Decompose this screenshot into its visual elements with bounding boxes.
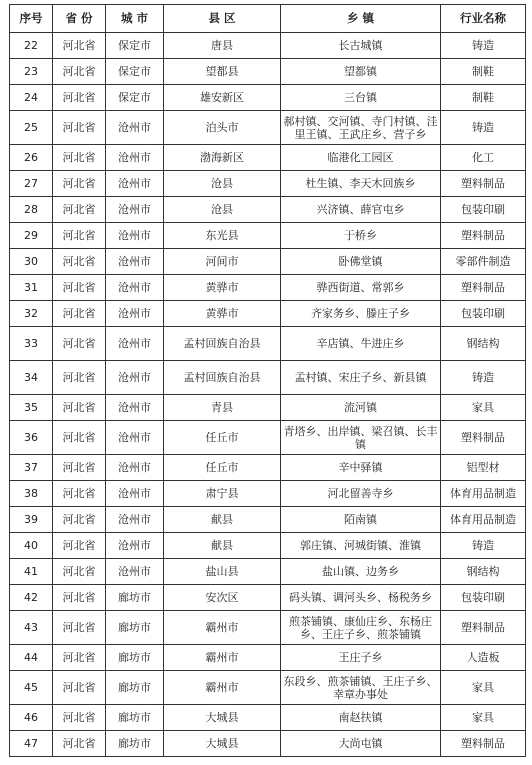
cell-industry: 包装印刷 bbox=[441, 197, 526, 223]
cell-county: 献县 bbox=[164, 533, 281, 559]
cell-industry: 塑料制品 bbox=[441, 731, 526, 757]
table-row bbox=[10, 111, 526, 145]
cell-city: 沧州市 bbox=[106, 171, 164, 197]
cell-county: 唐县 bbox=[164, 33, 281, 59]
cell-province: 河北省 bbox=[53, 731, 106, 757]
cell-industry: 铝型材 bbox=[441, 455, 526, 481]
cell-province: 河北省 bbox=[53, 481, 106, 507]
cell-county: 盐山县 bbox=[164, 559, 281, 585]
cell-city: 保定市 bbox=[106, 85, 164, 111]
cell-town: 陌南镇 bbox=[281, 507, 441, 533]
cell-no: 31 bbox=[10, 275, 53, 301]
table-row bbox=[10, 171, 526, 197]
cell-industry: 零部件制造 bbox=[441, 249, 526, 275]
cell-city: 沧州市 bbox=[106, 395, 164, 421]
cell-town: 于桥乡 bbox=[281, 223, 441, 249]
cell-province: 河北省 bbox=[53, 223, 106, 249]
table-row bbox=[10, 223, 526, 249]
cell-province: 河北省 bbox=[53, 671, 106, 705]
cell-town: 卧佛堂镇 bbox=[281, 249, 441, 275]
cell-city: 廊坊市 bbox=[106, 731, 164, 757]
table-row bbox=[10, 361, 526, 395]
cell-no: 42 bbox=[10, 585, 53, 611]
cell-city: 沧州市 bbox=[106, 301, 164, 327]
cell-industry: 铸造 bbox=[441, 111, 526, 145]
cell-no: 25 bbox=[10, 111, 53, 145]
table-row bbox=[10, 85, 526, 111]
cell-county: 孟村回族自治县 bbox=[164, 361, 281, 395]
cell-city: 沧州市 bbox=[106, 533, 164, 559]
cell-county: 沧县 bbox=[164, 197, 281, 223]
cell-county: 大城县 bbox=[164, 705, 281, 731]
cell-town: 大尚屯镇 bbox=[281, 731, 441, 757]
cell-province: 河北省 bbox=[53, 33, 106, 59]
table-row bbox=[10, 533, 526, 559]
cell-town: 临港化工园区 bbox=[281, 145, 441, 171]
cell-no: 23 bbox=[10, 59, 53, 85]
table-row bbox=[10, 731, 526, 757]
header-no: 序号 bbox=[10, 5, 53, 33]
cell-province: 河北省 bbox=[53, 111, 106, 145]
cell-county: 任丘市 bbox=[164, 421, 281, 455]
cell-industry: 塑料制品 bbox=[441, 611, 526, 645]
cell-town: 兴济镇、薛官屯乡 bbox=[281, 197, 441, 223]
cell-province: 河北省 bbox=[53, 327, 106, 361]
cell-county: 大城县 bbox=[164, 731, 281, 757]
cell-county: 黄骅市 bbox=[164, 275, 281, 301]
cell-town: 码头镇、调河头乡、杨税务乡 bbox=[281, 585, 441, 611]
cell-county: 安次区 bbox=[164, 585, 281, 611]
cell-county: 霸州市 bbox=[164, 645, 281, 671]
table-row bbox=[10, 33, 526, 59]
table-row bbox=[10, 507, 526, 533]
cell-no: 29 bbox=[10, 223, 53, 249]
cell-industry: 家具 bbox=[441, 671, 526, 705]
cell-city: 廊坊市 bbox=[106, 645, 164, 671]
table-row bbox=[10, 645, 526, 671]
cell-county: 霸州市 bbox=[164, 611, 281, 645]
cell-province: 河北省 bbox=[53, 145, 106, 171]
cell-county: 雄安新区 bbox=[164, 85, 281, 111]
cell-county: 望都县 bbox=[164, 59, 281, 85]
cell-county: 东光县 bbox=[164, 223, 281, 249]
cell-town: 望都镇 bbox=[281, 59, 441, 85]
cell-city: 沧州市 bbox=[106, 145, 164, 171]
header-city: 城 市 bbox=[106, 5, 164, 33]
cell-province: 河北省 bbox=[53, 59, 106, 85]
table-row bbox=[10, 611, 526, 645]
cell-industry: 化工 bbox=[441, 145, 526, 171]
cell-city: 沧州市 bbox=[106, 361, 164, 395]
cell-province: 河北省 bbox=[53, 533, 106, 559]
table-row bbox=[10, 585, 526, 611]
cell-industry: 体育用品制造 bbox=[441, 481, 526, 507]
cell-industry: 铸造 bbox=[441, 533, 526, 559]
cell-industry: 制鞋 bbox=[441, 85, 526, 111]
cell-town: 齐家务乡、滕庄子乡 bbox=[281, 301, 441, 327]
cell-no: 28 bbox=[10, 197, 53, 223]
cell-county: 霸州市 bbox=[164, 671, 281, 705]
cell-city: 沧州市 bbox=[106, 111, 164, 145]
cell-county: 泊头市 bbox=[164, 111, 281, 145]
cell-industry: 体育用品制造 bbox=[441, 507, 526, 533]
cell-province: 河北省 bbox=[53, 301, 106, 327]
cell-province: 河北省 bbox=[53, 361, 106, 395]
cell-province: 河北省 bbox=[53, 171, 106, 197]
cell-industry: 铸造 bbox=[441, 361, 526, 395]
table-row bbox=[10, 301, 526, 327]
cell-town: 三台镇 bbox=[281, 85, 441, 111]
cell-town: 杜生镇、李天木回族乡 bbox=[281, 171, 441, 197]
document-page bbox=[9, 4, 525, 757]
cell-province: 河北省 bbox=[53, 645, 106, 671]
cell-no: 22 bbox=[10, 33, 53, 59]
cell-no: 40 bbox=[10, 533, 53, 559]
cell-city: 沧州市 bbox=[106, 481, 164, 507]
cell-county: 青县 bbox=[164, 395, 281, 421]
table-row bbox=[10, 481, 526, 507]
table-body bbox=[10, 33, 526, 757]
cell-county: 肃宁县 bbox=[164, 481, 281, 507]
header-industry: 行业名称 bbox=[441, 5, 526, 33]
cell-city: 沧州市 bbox=[106, 421, 164, 455]
cell-no: 35 bbox=[10, 395, 53, 421]
cell-town: 辛中驿镇 bbox=[281, 455, 441, 481]
table-row bbox=[10, 249, 526, 275]
cell-city: 沧州市 bbox=[106, 327, 164, 361]
cell-province: 河北省 bbox=[53, 197, 106, 223]
cell-no: 33 bbox=[10, 327, 53, 361]
cell-province: 河北省 bbox=[53, 421, 106, 455]
cell-town: 东段乡、煎茶铺镇、王庄子乡、幸章办事处 bbox=[281, 671, 441, 705]
table-row bbox=[10, 559, 526, 585]
cell-province: 河北省 bbox=[53, 249, 106, 275]
table-row bbox=[10, 327, 526, 361]
cell-county: 任丘市 bbox=[164, 455, 281, 481]
cell-industry: 包装印刷 bbox=[441, 301, 526, 327]
cell-town: 王庄子乡 bbox=[281, 645, 441, 671]
cell-province: 河北省 bbox=[53, 507, 106, 533]
cell-industry: 塑料制品 bbox=[441, 223, 526, 249]
cell-industry: 制鞋 bbox=[441, 59, 526, 85]
cell-industry: 钢结构 bbox=[441, 559, 526, 585]
cell-town: 郭庄镇、河城街镇、淮镇 bbox=[281, 533, 441, 559]
cell-town: 青塔乡、出岸镇、梁召镇、长丰镇 bbox=[281, 421, 441, 455]
cell-no: 46 bbox=[10, 705, 53, 731]
cell-town: 孟村镇、宋庄子乡、新县镇 bbox=[281, 361, 441, 395]
cell-province: 河北省 bbox=[53, 705, 106, 731]
cell-city: 沧州市 bbox=[106, 197, 164, 223]
cell-industry: 塑料制品 bbox=[441, 421, 526, 455]
cell-no: 43 bbox=[10, 611, 53, 645]
header-county: 县 区 bbox=[164, 5, 281, 33]
cell-city: 廊坊市 bbox=[106, 585, 164, 611]
cell-province: 河北省 bbox=[53, 559, 106, 585]
table-header-row bbox=[10, 5, 526, 33]
table-row bbox=[10, 275, 526, 301]
cell-city: 沧州市 bbox=[106, 275, 164, 301]
table-row bbox=[10, 705, 526, 731]
table-row bbox=[10, 59, 526, 85]
cell-town: 郝村镇、交河镇、寺门村镇、洼里王镇、王武庄乡、营子乡 bbox=[281, 111, 441, 145]
cell-town: 河北留善寺乡 bbox=[281, 481, 441, 507]
cell-no: 34 bbox=[10, 361, 53, 395]
table-row bbox=[10, 145, 526, 171]
cell-city: 廊坊市 bbox=[106, 671, 164, 705]
cell-industry: 塑料制品 bbox=[441, 275, 526, 301]
cell-city: 廊坊市 bbox=[106, 705, 164, 731]
cell-industry: 包装印刷 bbox=[441, 585, 526, 611]
cell-city: 廊坊市 bbox=[106, 611, 164, 645]
cell-county: 河间市 bbox=[164, 249, 281, 275]
cell-province: 河北省 bbox=[53, 275, 106, 301]
cell-province: 河北省 bbox=[53, 455, 106, 481]
cell-county: 孟村回族自治县 bbox=[164, 327, 281, 361]
cell-no: 41 bbox=[10, 559, 53, 585]
cell-city: 沧州市 bbox=[106, 223, 164, 249]
cell-town: 长古城镇 bbox=[281, 33, 441, 59]
cell-town: 骅西街道、常郭乡 bbox=[281, 275, 441, 301]
cell-industry: 铸造 bbox=[441, 33, 526, 59]
cell-city: 沧州市 bbox=[106, 507, 164, 533]
cell-no: 32 bbox=[10, 301, 53, 327]
cell-city: 保定市 bbox=[106, 33, 164, 59]
cell-town: 盐山镇、边务乡 bbox=[281, 559, 441, 585]
cell-county: 献县 bbox=[164, 507, 281, 533]
cell-industry: 家具 bbox=[441, 705, 526, 731]
table-row bbox=[10, 671, 526, 705]
table-row bbox=[10, 395, 526, 421]
cell-no: 44 bbox=[10, 645, 53, 671]
cell-town: 南赵扶镇 bbox=[281, 705, 441, 731]
cell-no: 27 bbox=[10, 171, 53, 197]
cell-city: 沧州市 bbox=[106, 455, 164, 481]
table-row bbox=[10, 197, 526, 223]
cell-city: 沧州市 bbox=[106, 249, 164, 275]
cell-industry: 塑料制品 bbox=[441, 171, 526, 197]
cell-industry: 家具 bbox=[441, 395, 526, 421]
cell-province: 河北省 bbox=[53, 85, 106, 111]
cell-no: 37 bbox=[10, 455, 53, 481]
table-row bbox=[10, 455, 526, 481]
cell-no: 38 bbox=[10, 481, 53, 507]
cell-city: 沧州市 bbox=[106, 559, 164, 585]
cell-town: 煎茶铺镇、康仙庄乡、东杨庄乡、王庄子乡、煎茶铺镇 bbox=[281, 611, 441, 645]
cell-town: 辛店镇、牛进庄乡 bbox=[281, 327, 441, 361]
cell-province: 河北省 bbox=[53, 585, 106, 611]
cell-province: 河北省 bbox=[53, 611, 106, 645]
cell-no: 45 bbox=[10, 671, 53, 705]
cell-industry: 人造板 bbox=[441, 645, 526, 671]
cell-county: 黄骅市 bbox=[164, 301, 281, 327]
cell-no: 24 bbox=[10, 85, 53, 111]
cell-province: 河北省 bbox=[53, 395, 106, 421]
cell-city: 保定市 bbox=[106, 59, 164, 85]
cell-no: 36 bbox=[10, 421, 53, 455]
cell-county: 渤海新区 bbox=[164, 145, 281, 171]
cell-town: 流河镇 bbox=[281, 395, 441, 421]
cell-county: 沧县 bbox=[164, 171, 281, 197]
header-province: 省 份 bbox=[53, 5, 106, 33]
cell-no: 26 bbox=[10, 145, 53, 171]
industry-town-table bbox=[9, 4, 526, 757]
cell-no: 39 bbox=[10, 507, 53, 533]
cell-industry: 钢结构 bbox=[441, 327, 526, 361]
cell-no: 47 bbox=[10, 731, 53, 757]
table-row bbox=[10, 421, 526, 455]
header-town: 乡 镇 bbox=[281, 5, 441, 33]
cell-no: 30 bbox=[10, 249, 53, 275]
